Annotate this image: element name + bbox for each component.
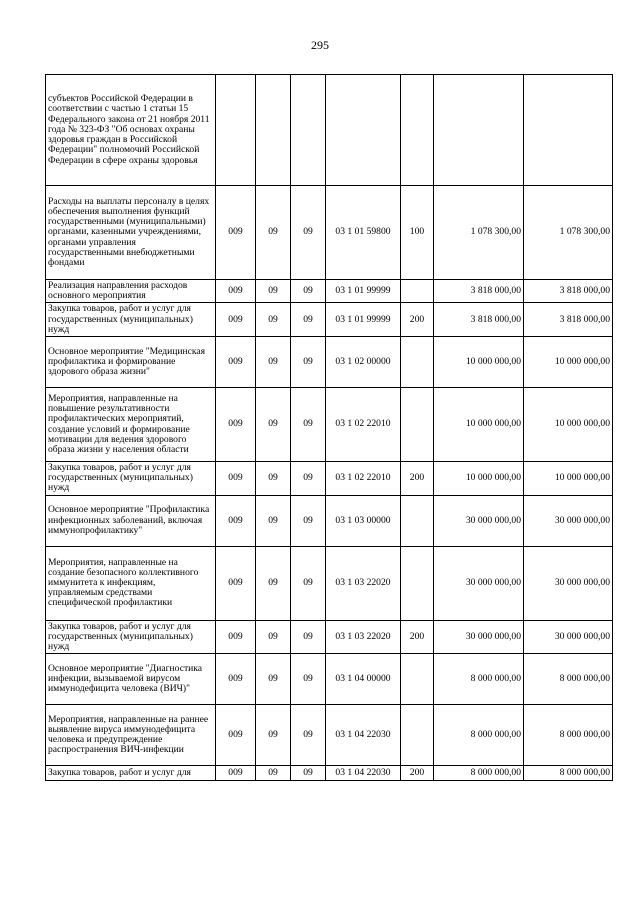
row-name: Основное мероприятие "Профилактика инфекционных заболеваний, включая иммунопрофилактику": [46, 495, 216, 546]
amount-year-1: 30 000 000,00: [434, 546, 524, 620]
section-code: 09: [256, 766, 291, 781]
amount-year-1: 3 818 000,00: [434, 303, 524, 337]
target-article-code: [326, 75, 401, 186]
expense-type-code: 100: [401, 186, 434, 280]
amount-year-2: 30 000 000,00: [524, 495, 613, 546]
subsection-code: 09: [291, 280, 326, 303]
table-row: [46, 388, 613, 462]
section-code: 09: [256, 546, 291, 620]
amount-year-1: 30 000 000,00: [434, 620, 524, 654]
target-article-code: 03 1 01 99999: [326, 303, 401, 337]
ministry-code: 009: [216, 280, 256, 303]
amount-year-2: 10 000 000,00: [524, 388, 613, 462]
expense-type-code: [401, 654, 434, 705]
subsection-code: 09: [291, 654, 326, 705]
expense-type-code: [401, 280, 434, 303]
target-article-code: 03 1 02 22010: [326, 462, 401, 496]
subsection-code: 09: [291, 766, 326, 781]
ministry-code: 009: [216, 462, 256, 496]
section-code: 09: [256, 280, 291, 303]
amount-year-1: 8 000 000,00: [434, 654, 524, 705]
section-code: 09: [256, 303, 291, 337]
table-row: [46, 705, 613, 766]
section-code: 09: [256, 705, 291, 766]
ministry-code: 009: [216, 495, 256, 546]
amount-year-2: [524, 75, 613, 186]
target-article-code: 03 1 02 22010: [326, 388, 401, 462]
amount-year-2: 10 000 000,00: [524, 462, 613, 496]
table-row: [46, 462, 613, 496]
subsection-code: 09: [291, 388, 326, 462]
row-name: Закупка товаров, работ и услуг для государственных (муниципальных) нужд: [46, 303, 216, 337]
subsection-code: 09: [291, 705, 326, 766]
table-row: [46, 280, 613, 303]
ministry-code: 009: [216, 186, 256, 280]
row-name: Мероприятия, направленные на создание безопасного коллективного иммунитета к инфекциям, управляемым средствами специфической профилактики: [46, 546, 216, 620]
expense-type-code: [401, 75, 434, 186]
table-row: [46, 766, 613, 781]
amount-year-1: 10 000 000,00: [434, 337, 524, 388]
subsection-code: 09: [291, 495, 326, 546]
subsection-code: 09: [291, 546, 326, 620]
table-row: [46, 654, 613, 705]
section-code: 09: [256, 620, 291, 654]
section-code: [256, 75, 291, 186]
ministry-code: 009: [216, 546, 256, 620]
target-article-code: 03 1 04 00000: [326, 654, 401, 705]
ministry-code: 009: [216, 654, 256, 705]
amount-year-2: 3 818 000,00: [524, 280, 613, 303]
ministry-code: 009: [216, 337, 256, 388]
subsection-code: 09: [291, 462, 326, 496]
expense-type-code: [401, 388, 434, 462]
ministry-code: [216, 75, 256, 186]
expense-type-code: [401, 705, 434, 766]
subsection-code: [291, 75, 326, 186]
table-row: [46, 620, 613, 654]
row-name: Закупка товаров, работ и услуг для: [46, 766, 216, 781]
target-article-code: 03 1 04 22030: [326, 705, 401, 766]
amount-year-2: 8 000 000,00: [524, 654, 613, 705]
amount-year-2: 3 818 000,00: [524, 303, 613, 337]
row-name: Реализация направления расходов основного мероприятия: [46, 280, 216, 303]
target-article-code: 03 1 02 00000: [326, 337, 401, 388]
ministry-code: 009: [216, 388, 256, 462]
ministry-code: 009: [216, 620, 256, 654]
row-name: Мероприятия, направленные на раннее выявление вируса иммунодефицита человека и предупреждение распространения ВИЧ-инфекции: [46, 705, 216, 766]
row-name: Закупка товаров, работ и услуг для государственных (муниципальных) нужд: [46, 462, 216, 496]
section-code: 09: [256, 186, 291, 280]
target-article-code: 03 1 03 22020: [326, 546, 401, 620]
expense-type-code: 200: [401, 620, 434, 654]
amount-year-1: 1 078 300,00: [434, 186, 524, 280]
expense-type-code: [401, 495, 434, 546]
amount-year-2: 1 078 300,00: [524, 186, 613, 280]
target-article-code: 03 1 01 59800: [326, 186, 401, 280]
target-article-code: 03 1 01 99999: [326, 280, 401, 303]
section-code: 09: [256, 654, 291, 705]
amount-year-1: 8 000 000,00: [434, 705, 524, 766]
amount-year-1: 10 000 000,00: [434, 388, 524, 462]
amount-year-2: 30 000 000,00: [524, 620, 613, 654]
page-number: 295: [311, 38, 329, 52]
section-code: 09: [256, 337, 291, 388]
amount-year-1: 3 818 000,00: [434, 280, 524, 303]
table-row: [46, 546, 613, 620]
target-article-code: 03 1 03 00000: [326, 495, 401, 546]
amount-year-2: 8 000 000,00: [524, 766, 613, 781]
table-row: [46, 495, 613, 546]
subsection-code: 09: [291, 620, 326, 654]
row-name: субъектов Российской Федерации в соответствии с частью 1 статьи 15 Федерального закона от 21 ноября 2011 года № 323-ФЗ "Об основах охраны здоровья граждан в Российской Федерации" полномочий Российской Федерации в сфере охраны здоровья: [46, 75, 216, 186]
target-article-code: 03 1 03 22020: [326, 620, 401, 654]
expense-type-code: 200: [401, 462, 434, 496]
table-row: [46, 303, 613, 337]
amount-year-2: 30 000 000,00: [524, 546, 613, 620]
expense-type-code: [401, 546, 434, 620]
amount-year-1: 30 000 000,00: [434, 495, 524, 546]
subsection-code: 09: [291, 186, 326, 280]
amount-year-1: 8 000 000,00: [434, 766, 524, 781]
row-name: Закупка товаров, работ и услуг для государственных (муниципальных) нужд: [46, 620, 216, 654]
subsection-code: 09: [291, 303, 326, 337]
ministry-code: 009: [216, 766, 256, 781]
ministry-code: 009: [216, 705, 256, 766]
table-row: [46, 186, 613, 280]
amount-year-2: 10 000 000,00: [524, 337, 613, 388]
target-article-code: 03 1 04 22030: [326, 766, 401, 781]
budget-table: [45, 74, 613, 781]
subsection-code: 09: [291, 337, 326, 388]
row-name: Мероприятия, направленные на повышение результативности профилактических мероприятий, создание условий и формирование мотивации для ведения здорового образа жизни у населения области: [46, 388, 216, 462]
ministry-code: 009: [216, 303, 256, 337]
amount-year-1: 10 000 000,00: [434, 462, 524, 496]
expense-type-code: 200: [401, 766, 434, 781]
expense-type-code: [401, 337, 434, 388]
table-body: [46, 75, 613, 781]
row-name: Основное мероприятие "Диагностика инфекции, вызываемой вирусом иммунодефицита человека (ВИЧ)": [46, 654, 216, 705]
section-code: 09: [256, 388, 291, 462]
row-name: Расходы на выплаты персоналу в целях обеспечения выполнения функций государственными (муниципальными) органами, казенными учреждениями, органами управления государственными внебюджетными фондами: [46, 186, 216, 280]
section-code: 09: [256, 462, 291, 496]
expense-type-code: 200: [401, 303, 434, 337]
table-row: [46, 75, 613, 186]
row-name: Основное мероприятие "Медицинская профилактика и формирование здорового образа жизни": [46, 337, 216, 388]
amount-year-1: [434, 75, 524, 186]
amount-year-2: 8 000 000,00: [524, 705, 613, 766]
table-row: [46, 337, 613, 388]
section-code: 09: [256, 495, 291, 546]
